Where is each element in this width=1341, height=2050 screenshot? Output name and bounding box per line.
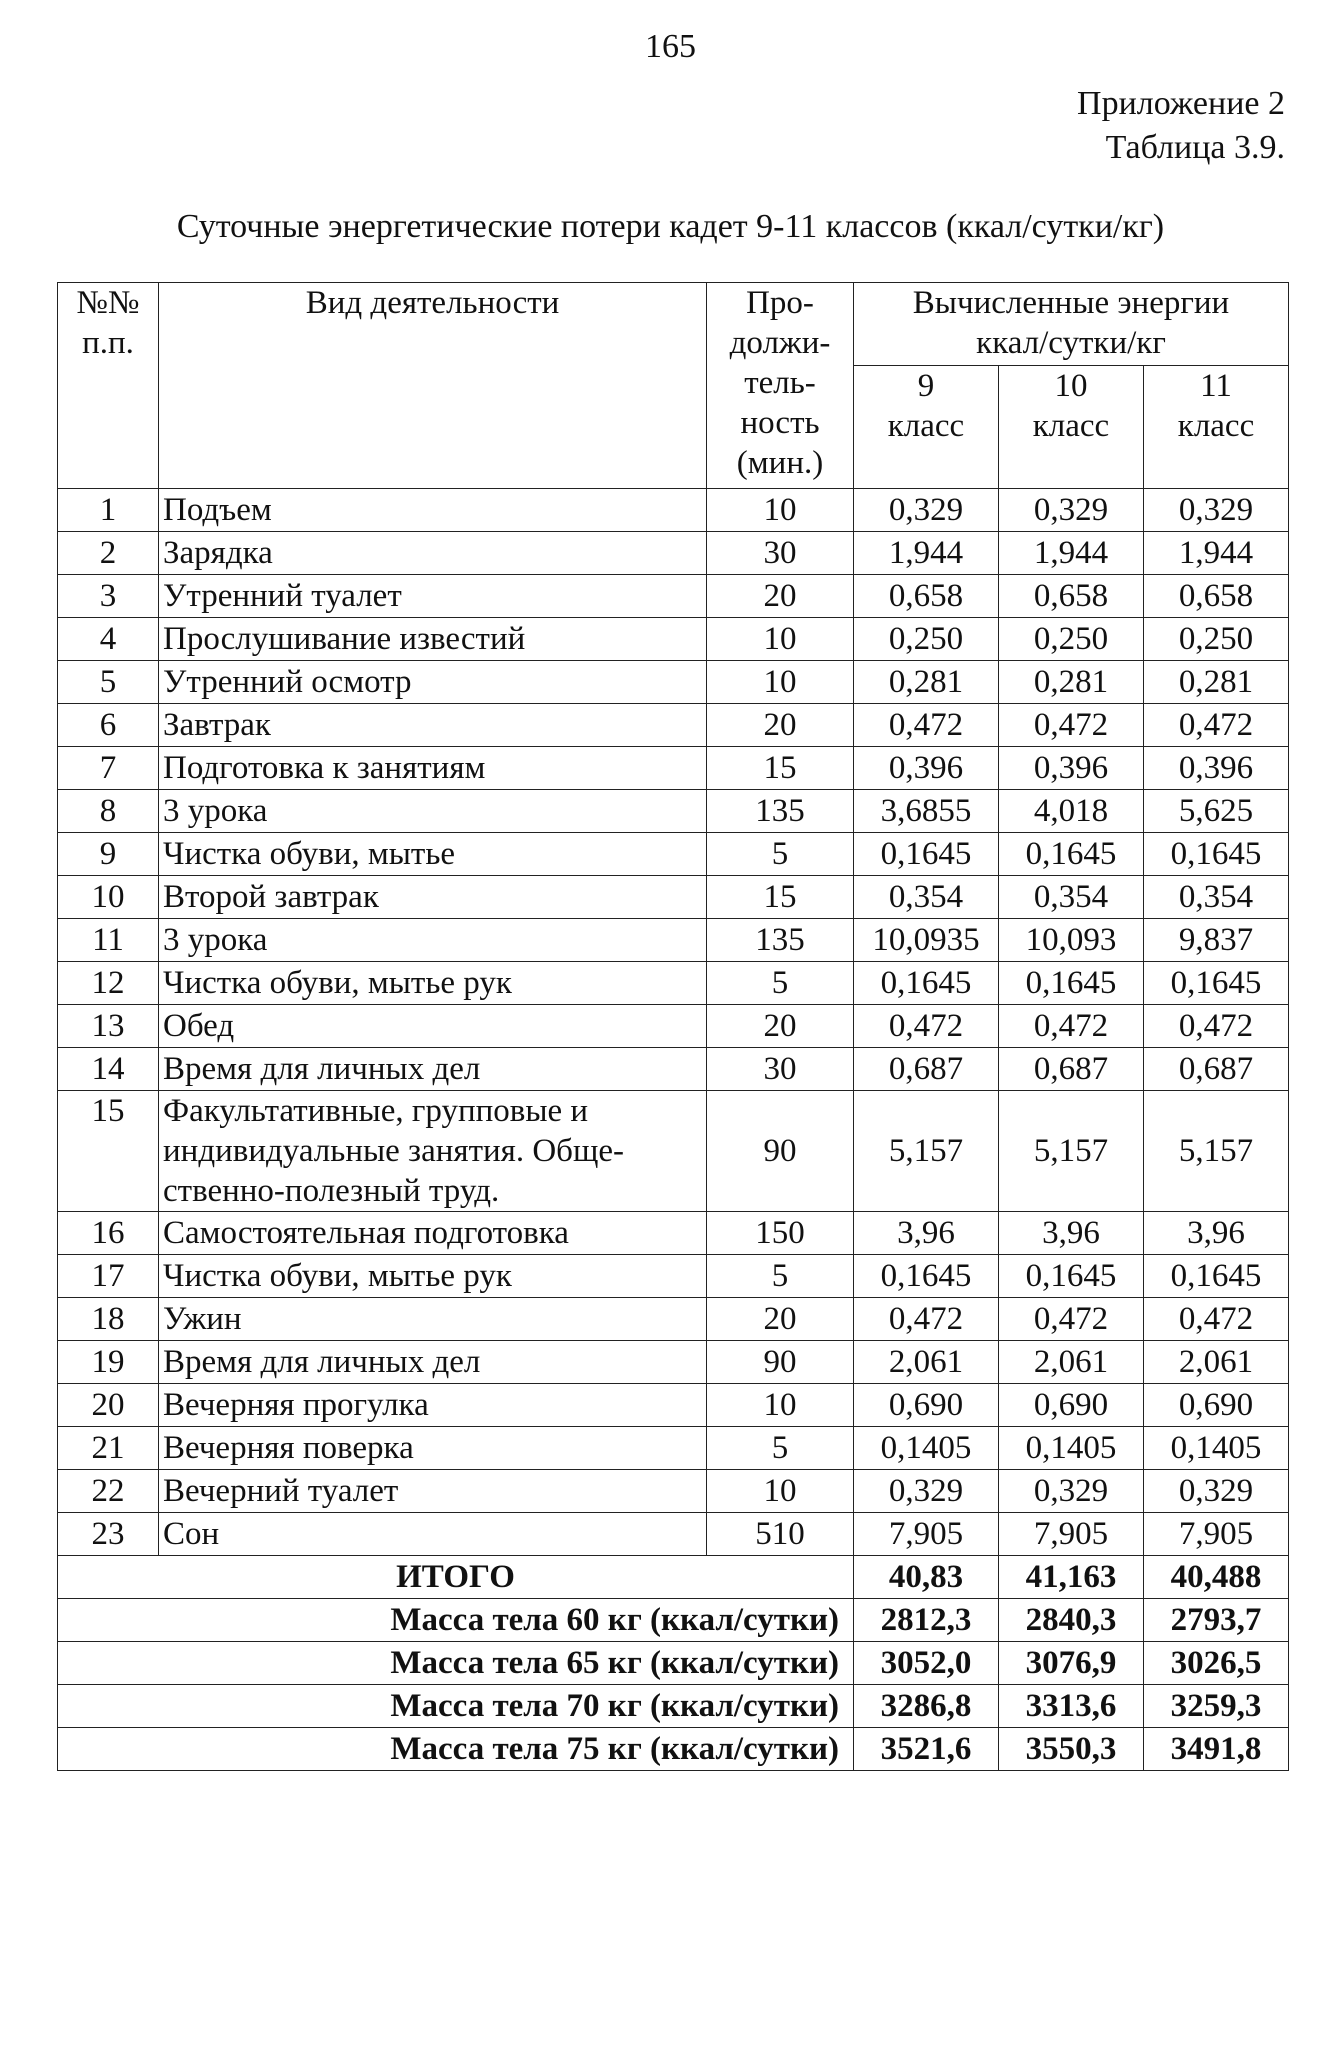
row-class-9: 0,281 [854, 661, 999, 704]
row-number: 8 [58, 790, 159, 833]
mass-class-10: 3550,3 [999, 1728, 1144, 1771]
row-number: 3 [58, 575, 159, 618]
row-duration: 15 [707, 747, 854, 790]
row-class-9: 7,905 [854, 1513, 999, 1556]
row-duration: 135 [707, 919, 854, 962]
table-row [58, 1005, 1289, 1048]
row-number: 9 [58, 833, 159, 876]
row-duration: 30 [707, 1048, 854, 1091]
mass-row [58, 1728, 1289, 1771]
row-class-10: 0,1645 [999, 962, 1144, 1005]
row-class-9: 0,250 [854, 618, 999, 661]
table-row [58, 575, 1289, 618]
page-number: 165 [645, 28, 696, 65]
row-class-10: 10,093 [999, 919, 1144, 962]
row-class-10: 0,281 [999, 661, 1144, 704]
row-class-10: 0,472 [999, 1005, 1144, 1048]
row-number: 7 [58, 747, 159, 790]
mass-class-9: 3052,0 [854, 1642, 999, 1685]
row-class-9: 0,1645 [854, 833, 999, 876]
row-class-11: 0,472 [1144, 704, 1289, 747]
row-activity: Время для личных дел [159, 1341, 707, 1384]
mass-class-10: 3076,9 [999, 1642, 1144, 1685]
row-number: 1 [58, 489, 159, 532]
row-duration: 15 [707, 876, 854, 919]
row-class-10: 0,329 [999, 1470, 1144, 1513]
row-activity: Время для личных дел [159, 1048, 707, 1091]
row-activity: Обед [159, 1005, 707, 1048]
row-class-9: 0,1645 [854, 1255, 999, 1298]
row-duration: 5 [707, 833, 854, 876]
table-row [58, 876, 1289, 919]
row-activity: Вечерняя поверка [159, 1427, 707, 1470]
mass-class-11: 3491,8 [1144, 1728, 1289, 1771]
row-duration: 135 [707, 790, 854, 833]
row-class-9: 3,6855 [854, 790, 999, 833]
row-class-11: 0,472 [1144, 1298, 1289, 1341]
table-row [58, 962, 1289, 1005]
total-class-9: 40,83 [854, 1556, 999, 1599]
row-class-11: 0,1645 [1144, 833, 1289, 876]
appendix-label: Приложение 2 [1077, 85, 1285, 122]
row-activity: Утренний осмотр [159, 661, 707, 704]
table-row [58, 833, 1289, 876]
mass-class-9: 3286,8 [854, 1685, 999, 1728]
mass-label: Масса тела 60 кг (ккал/сутки) [58, 1599, 854, 1642]
row-class-11: 0,329 [1144, 1470, 1289, 1513]
row-class-10: 0,658 [999, 575, 1144, 618]
table-summary [58, 1556, 1289, 1771]
row-class-10: 0,250 [999, 618, 1144, 661]
table-title: Суточные энергетические потери кадет 9-11 классов (ккал/сутки/кг) [176, 208, 1165, 245]
row-class-9: 0,354 [854, 876, 999, 919]
table-row [58, 1427, 1289, 1470]
row-number: 17 [58, 1255, 159, 1298]
row-number: 19 [58, 1341, 159, 1384]
row-activity: Вечерняя прогулка [159, 1384, 707, 1427]
row-class-11: 0,1645 [1144, 962, 1289, 1005]
row-class-9: 0,472 [854, 704, 999, 747]
row-class-11: 0,658 [1144, 575, 1289, 618]
row-class-11: 0,329 [1144, 489, 1289, 532]
row-class-10: 4,018 [999, 790, 1144, 833]
row-class-9: 5,157 [854, 1091, 999, 1212]
header-class-9: 9 класс [854, 366, 999, 489]
row-activity: Самостоятельная подготовка [159, 1212, 707, 1255]
row-class-10: 1,944 [999, 532, 1144, 575]
table-row [58, 1470, 1289, 1513]
row-class-9: 0,687 [854, 1048, 999, 1091]
mass-row [58, 1685, 1289, 1728]
row-number: 13 [58, 1005, 159, 1048]
table-row [58, 1091, 1289, 1212]
row-duration: 10 [707, 618, 854, 661]
table-row [58, 747, 1289, 790]
row-class-10: 5,157 [999, 1091, 1144, 1212]
row-number: 22 [58, 1470, 159, 1513]
appendix-caption [1077, 82, 1285, 170]
row-class-10: 7,905 [999, 1513, 1144, 1556]
total-class-10: 41,163 [999, 1556, 1144, 1599]
row-class-11: 0,250 [1144, 618, 1289, 661]
energy-table [57, 282, 1289, 1771]
row-activity: 3 урока [159, 919, 707, 962]
mass-row [58, 1599, 1289, 1642]
row-number: 11 [58, 919, 159, 962]
header-duration: Про- должи- тель- ность (мин.) [707, 283, 854, 489]
table-row [58, 1048, 1289, 1091]
mass-class-10: 3313,6 [999, 1685, 1144, 1728]
table-row [58, 661, 1289, 704]
row-class-10: 0,1645 [999, 1255, 1144, 1298]
row-activity: Утренний туалет [159, 575, 707, 618]
row-class-10: 0,472 [999, 704, 1144, 747]
row-class-10: 0,687 [999, 1048, 1144, 1091]
table-row [58, 1298, 1289, 1341]
row-number: 5 [58, 661, 159, 704]
row-class-11: 3,96 [1144, 1212, 1289, 1255]
row-duration: 510 [707, 1513, 854, 1556]
row-class-11: 0,1645 [1144, 1255, 1289, 1298]
header-class-11: 11 класс [1144, 366, 1289, 489]
row-activity: Прослушивание известий [159, 618, 707, 661]
mass-class-11: 3259,3 [1144, 1685, 1289, 1728]
row-class-11: 5,157 [1144, 1091, 1289, 1212]
row-class-9: 0,658 [854, 575, 999, 618]
row-class-9: 0,329 [854, 1470, 999, 1513]
total-class-11: 40,488 [1144, 1556, 1289, 1599]
row-class-11: 9,837 [1144, 919, 1289, 962]
header-num: №№ п.п. [58, 283, 159, 489]
row-duration: 30 [707, 532, 854, 575]
row-activity: Вечерний туалет [159, 1470, 707, 1513]
table-body [58, 489, 1289, 1556]
mass-label: Масса тела 65 кг (ккал/сутки) [58, 1642, 854, 1685]
row-duration: 5 [707, 1255, 854, 1298]
row-duration: 10 [707, 1384, 854, 1427]
row-duration: 10 [707, 661, 854, 704]
row-duration: 20 [707, 575, 854, 618]
row-class-10: 2,061 [999, 1341, 1144, 1384]
row-activity: Ужин [159, 1298, 707, 1341]
row-activity: Чистка обуви, мытье рук [159, 962, 707, 1005]
row-activity: Подготовка к занятиям [159, 747, 707, 790]
row-class-11: 0,281 [1144, 661, 1289, 704]
row-activity: Завтрак [159, 704, 707, 747]
row-class-10: 0,1405 [999, 1427, 1144, 1470]
row-class-9: 0,396 [854, 747, 999, 790]
mass-row [58, 1642, 1289, 1685]
row-class-9: 0,472 [854, 1005, 999, 1048]
mass-label: Масса тела 75 кг (ккал/сутки) [58, 1728, 854, 1771]
table-header [58, 283, 1289, 489]
row-class-9: 0,690 [854, 1384, 999, 1427]
row-class-10: 0,329 [999, 489, 1144, 532]
row-activity: Чистка обуви, мытье рук [159, 1255, 707, 1298]
row-class-10: 0,1645 [999, 833, 1144, 876]
row-duration: 10 [707, 489, 854, 532]
row-class-9: 2,061 [854, 1341, 999, 1384]
row-activity: Зарядка [159, 532, 707, 575]
row-class-11: 5,625 [1144, 790, 1289, 833]
row-class-11: 2,061 [1144, 1341, 1289, 1384]
row-number: 6 [58, 704, 159, 747]
table-row [58, 489, 1289, 532]
total-label: ИТОГО [58, 1556, 854, 1599]
table-row [58, 1384, 1289, 1427]
row-duration: 5 [707, 1427, 854, 1470]
header-energy-group: Вычисленные энергии ккал/сутки/кг [854, 283, 1289, 366]
row-class-9: 10,0935 [854, 919, 999, 962]
mass-label: Масса тела 70 кг (ккал/сутки) [58, 1685, 854, 1728]
row-class-9: 1,944 [854, 532, 999, 575]
row-class-9: 0,1645 [854, 962, 999, 1005]
row-class-10: 0,354 [999, 876, 1144, 919]
row-number: 12 [58, 962, 159, 1005]
mass-class-9: 3521,6 [854, 1728, 999, 1771]
row-number: 18 [58, 1298, 159, 1341]
row-class-11: 0,396 [1144, 747, 1289, 790]
row-activity: Чистка обуви, мытье [159, 833, 707, 876]
row-number: 16 [58, 1212, 159, 1255]
row-class-11: 0,687 [1144, 1048, 1289, 1091]
header-class-10: 10 класс [999, 366, 1144, 489]
row-class-11: 1,944 [1144, 532, 1289, 575]
row-activity: 3 урока [159, 790, 707, 833]
total-row [58, 1556, 1289, 1599]
table-row [58, 618, 1289, 661]
table-row [58, 919, 1289, 962]
mass-class-9: 2812,3 [854, 1599, 999, 1642]
row-number: 4 [58, 618, 159, 661]
row-class-11: 0,354 [1144, 876, 1289, 919]
row-class-9: 3,96 [854, 1212, 999, 1255]
row-duration: 20 [707, 704, 854, 747]
row-class-9: 0,329 [854, 489, 999, 532]
row-number: 14 [58, 1048, 159, 1091]
row-number: 15 [58, 1091, 159, 1212]
row-number: 20 [58, 1384, 159, 1427]
row-class-11: 0,690 [1144, 1384, 1289, 1427]
header-activity: Вид деятельности [159, 283, 707, 489]
row-activity: Второй завтрак [159, 876, 707, 919]
row-class-10: 3,96 [999, 1212, 1144, 1255]
row-class-11: 7,905 [1144, 1513, 1289, 1556]
row-duration: 90 [707, 1091, 854, 1212]
row-number: 23 [58, 1513, 159, 1556]
row-duration: 20 [707, 1005, 854, 1048]
row-class-9: 0,1405 [854, 1427, 999, 1470]
row-duration: 90 [707, 1341, 854, 1384]
row-number: 10 [58, 876, 159, 919]
row-duration: 150 [707, 1212, 854, 1255]
row-duration: 5 [707, 962, 854, 1005]
row-class-10: 0,690 [999, 1384, 1144, 1427]
row-class-11: 0,1405 [1144, 1427, 1289, 1470]
row-number: 2 [58, 532, 159, 575]
row-duration: 20 [707, 1298, 854, 1341]
mass-class-10: 2840,3 [999, 1599, 1144, 1642]
row-duration: 10 [707, 1470, 854, 1513]
table-label: Таблица 3.9. [1105, 129, 1285, 166]
row-activity: Подъем [159, 489, 707, 532]
table-row [58, 1212, 1289, 1255]
row-class-9: 0,472 [854, 1298, 999, 1341]
table-row [58, 532, 1289, 575]
table-row [58, 1513, 1289, 1556]
row-class-11: 0,472 [1144, 1005, 1289, 1048]
row-class-10: 0,396 [999, 747, 1144, 790]
mass-class-11: 2793,7 [1144, 1599, 1289, 1642]
table-row [58, 704, 1289, 747]
table-row [58, 1255, 1289, 1298]
row-activity: Факультативные, групповые и индивидуальные занятия. Обще- ственно-полезный труд. [159, 1091, 707, 1212]
table-row [58, 790, 1289, 833]
row-class-10: 0,472 [999, 1298, 1144, 1341]
row-activity: Сон [159, 1513, 707, 1556]
mass-class-11: 3026,5 [1144, 1642, 1289, 1685]
row-number: 21 [58, 1427, 159, 1470]
table-row [58, 1341, 1289, 1384]
